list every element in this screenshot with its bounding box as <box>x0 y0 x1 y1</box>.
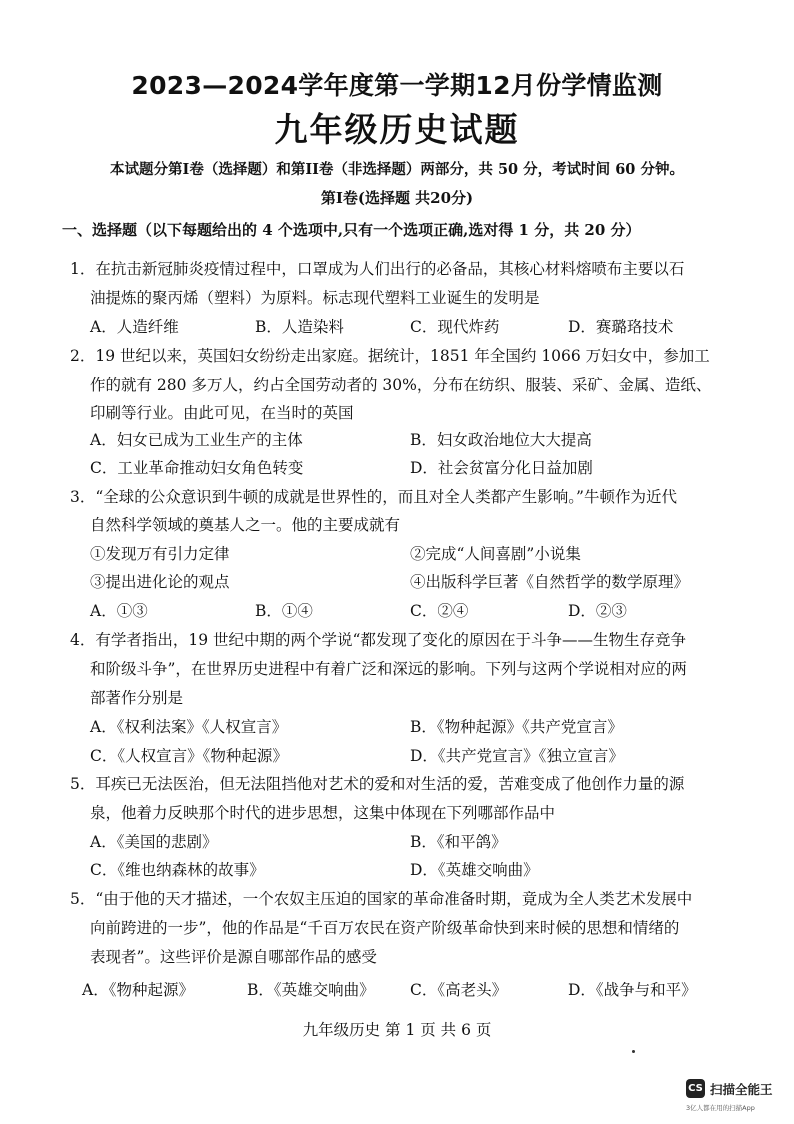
question-6-line-2: 向前跨进的一步”，他的作品是“千百万农民在资产阶级革命快到来时候的思想和情绪的 <box>90 919 680 937</box>
exam-title: 2023—2024学年度第一学期12月份学情监测 <box>131 71 663 100</box>
question-5-option-d: D．《英雄交响曲》 <box>410 861 539 879</box>
question-2-line-2: 作的就有 280 多万人，约占全国劳动者的 30%，分布在纺织、服装、采矿、金属、造纸、 <box>90 376 712 394</box>
section-heading: 一、选择题（以下每题给出的 4 个选项中,只有一个选项正确,选对得 1 分，共 20 分） <box>62 221 641 239</box>
question-3-statement-2: ②完成“人间喜剧”小说集 <box>410 545 581 563</box>
question-5-option-b: B．《和平鸽》 <box>410 833 507 851</box>
question-6-option-b: B．《英雄交响曲》 <box>247 981 375 999</box>
question-4-option-a: A．《权利法案》《人权宣言》 <box>90 718 288 736</box>
question-2-option-b: B．妇女政治地位大大提高 <box>410 431 592 449</box>
question-1-option-c: C．现代炸药 <box>410 318 500 336</box>
question-4-line-3: 部著作分别是 <box>90 689 184 707</box>
question-1-line-1: 1．在抗击新冠肺炎疫情过程中，口罩成为人们出行的必备品，其核心材料熔喷布主要以石 <box>70 260 685 278</box>
question-3-option-d: D．②③ <box>568 602 627 620</box>
question-2-option-d: D．社会贫富分化日益加剧 <box>410 459 593 477</box>
question-5-line-1: 5．耳疾已无法医治，但无法阻挡他对艺术的爱和对生活的爱，苦难变成了他创作力量的源 <box>70 775 685 793</box>
scan-speck <box>632 1050 635 1053</box>
question-3-statement-1: ①发现万有引力定律 <box>90 545 230 563</box>
question-2-option-c: C．工业革命推动妇女角色转变 <box>90 459 304 477</box>
question-1-line-2: 油提炼的聚丙烯（塑料）为原料。标志现代塑料工业诞生的发明是 <box>90 289 540 307</box>
question-3-statement-3: ③提出进化论的观点 <box>90 573 230 591</box>
question-3-statement-4: ④出版科学巨著《自然哲学的数学原理》 <box>410 573 690 591</box>
question-4-option-d: D．《共产党宣言》《独立宣言》 <box>410 747 624 765</box>
question-6-line-3: 表现者”。这些评价是源自哪部作品的感受 <box>90 948 377 966</box>
exam-subtitle: 九年级历史试题 <box>274 110 520 149</box>
question-2-option-a: A．妇女已成为工业生产的主体 <box>90 431 303 449</box>
question-1-option-d: D．赛璐珞技术 <box>568 318 674 336</box>
watermark-name: 扫描全能王 <box>710 1082 773 1097</box>
question-5-option-a: A．《美国的悲剧》 <box>90 833 218 851</box>
question-6-line-1: 5．“由于他的天才描述，一个农奴主压迫的国家的革命准备时期，竟成为全人类艺术发展中 <box>70 890 693 908</box>
question-3-option-b: B．①④ <box>255 602 313 620</box>
page-footer: 九年级历史 第 1 页 共 6 页 <box>302 1021 492 1039</box>
question-6-option-a: A．《物种起源》 <box>82 981 194 999</box>
question-2-line-3: 印刷等行业。由此可见，在当时的英国 <box>90 404 354 422</box>
question-4-line-2: 和阶级斗争”，在世界历史进程中有着广泛和深远的影响。下列与这两个学说相对应的两 <box>90 660 687 678</box>
question-6-option-d: D．《战争与和平》 <box>568 981 697 999</box>
question-3-option-a: A．①③ <box>90 602 148 620</box>
question-1-option-b: B．人造染料 <box>255 318 344 336</box>
question-5-line-2: 泉，他着力反映那个时代的进步思想，这集中体现在下列哪部作品中 <box>90 804 556 822</box>
camscanner-logo-icon: CS <box>686 1079 705 1098</box>
part-heading: 第I卷(选择题 共20分) <box>320 189 474 207</box>
question-3-option-c: C．②④ <box>410 602 469 620</box>
question-1-option-a: A．人造纤维 <box>90 318 179 336</box>
watermark-subtitle: 3亿人都在用的扫描App <box>686 1104 755 1112</box>
question-6-option-c: C．《高老头》 <box>410 981 508 999</box>
exam-info: 本试题分第I卷（选择题）和第II卷（非选择题）两部分，共 50 分，考试时间 60 分钟。 <box>110 161 684 178</box>
question-3-line-1: 3．“全球的公众意识到牛顿的成就是世界性的，而且对全人类都产生影响。”牛顿作为近代 <box>70 488 677 506</box>
question-4-line-1: 4．有学者指出，19 世纪中期的两个学说“都发现了变化的原因在于斗争——生物生存竞争 <box>70 631 686 649</box>
question-3-line-2: 自然科学领域的奠基人之一。他的主要成就有 <box>90 516 401 534</box>
question-4-option-c: C．《人权宣言》《物种起源》 <box>90 747 288 765</box>
question-4-option-b: B．《物种起源》《共产党宣言》 <box>410 718 623 736</box>
question-5-option-c: C．《维也纳森林的故事》 <box>90 861 265 879</box>
question-2-line-1: 2．19 世纪以来，英国妇女纷纷走出家庭。据统计，1851 年全国约 1066 万妇女中，参加工 <box>70 347 710 365</box>
